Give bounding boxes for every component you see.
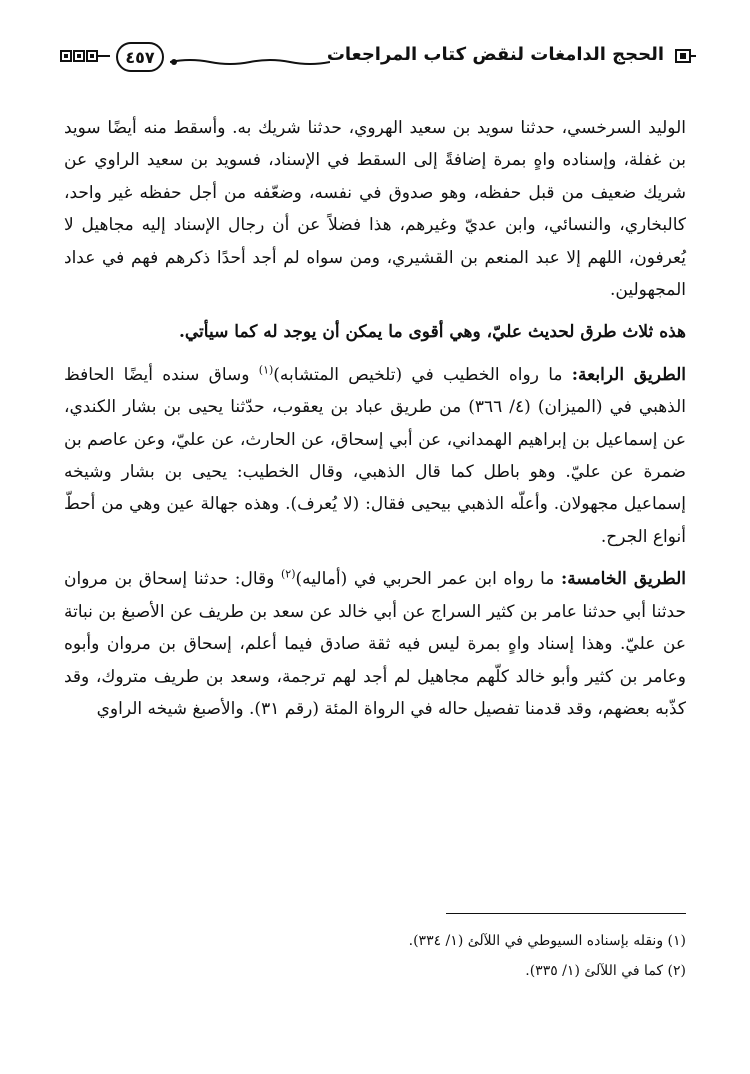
header-ornament-rule-icon xyxy=(170,58,330,66)
fifth-route-text-b: وقال: حدثنا إسحاق بن مروان حدثنا أبي حدثنا عامر بن كثير السراج عن أبي خالد عن سعد بن طريف عن الأصبغ بن نباتة عن عليّ. وهذا إسناد واهٍ بمرة ليس فيه ثقة صادق فيما أعلم، إسحاق بن مروان وأبوه وعامر بن كثير وأبو خالد كلّهم مجاهيل لم أجد لهم ترجمة، وسعد بن طريف متروك، وقد كذّبه بعضهم، وقد قدمنا تفصيل حاله في الرواة المئة (رقم ٣١). والأصبغ شيخه الراوي xyxy=(64,569,686,719)
header-ornament-left-icon xyxy=(60,48,110,64)
footnote-2: (٢) كما في اللآلئ (١/ ٣٣٥). xyxy=(525,963,686,979)
header-ornament-right-icon xyxy=(674,48,696,64)
paragraph-fourth-route xyxy=(64,359,686,553)
paragraph-1: الوليد السرخسي، حدثنا سويد بن سعيد الهروي، حدثنا شريك به. وأسقط منه أيضًا سويد بن غفلة، وإسناده واهٍ بمرة إضافةً إلى السقط في الإسناد، فسويد بن سعيد الراوي عن شريك ضعيف من قبل حفظه، وهو صدوق في نفسه، وضعّفه من أجل حفظه غير واحد، كالبخاري، والنسائي، وابن عديّ وغيرهم، هذا فضلاً عن أن رجال الإسناد إليه مجاهيل لا يُعرفون، اللهم إلا عبد المنعم بن القشيري، ومن سواه لم أجد أحدًا ذكرهم فهم في عداد المجهولين. xyxy=(64,118,686,301)
fourth-route-heading: الطريق الرابعة: xyxy=(571,364,686,385)
main-text xyxy=(64,112,686,725)
running-header-title: الحجج الدامغات لنقض كتاب المراجعات xyxy=(326,44,664,65)
footnote-divider xyxy=(446,913,686,914)
paragraph-2: هذه ثلاث طرق لحديث عليّ، وهي أقوى ما يمكن أن يوجد له كما سيأتي. xyxy=(178,322,686,343)
fourth-route-text-a: ما رواه الخطيب في (تلخيص المتشابه) xyxy=(273,364,572,385)
footnote-ref-1: (١) xyxy=(258,363,274,377)
footnote-ref-2: (٢) xyxy=(281,567,296,581)
page-header xyxy=(60,38,696,78)
page-number: ٤٥٧ xyxy=(116,42,164,72)
fifth-route-heading: الطريق الخامسة: xyxy=(561,569,686,590)
fifth-route-text-a: ما رواه ابن عمر الحربي في (أماليه) xyxy=(295,569,562,590)
footnote-1: (١) ونقله بإسناده السيوطي في اللآلئ (١/ ٣٣٤). xyxy=(408,933,686,949)
fourth-route-text-b: وساق سنده أيضًا الحافظ الذهبي في (الميزان) (٤/ ٣٦٦) من طريق عباد بن يعقوب، حدّثنا يحيى بن بشار الكندي، عن إسماعيل بن إبراهيم الهمداني، عن أبي إسحاق، عن الحارث، عن عليّ، وعن عاصم بن ضمرة عن عليّ. وهو باطل كما قال الذهبي، وقال الخطيب: يحيى بن بشار وشيخه إسماعيل مجهولان. وأعلّه الذهبي بيحيى فقال: (لا يُعرف). وهذه جهالة عين وهي من أحطّ أنواع الجرح. xyxy=(64,364,686,547)
footnotes xyxy=(86,926,686,986)
paragraph-fifth-route xyxy=(64,563,686,725)
